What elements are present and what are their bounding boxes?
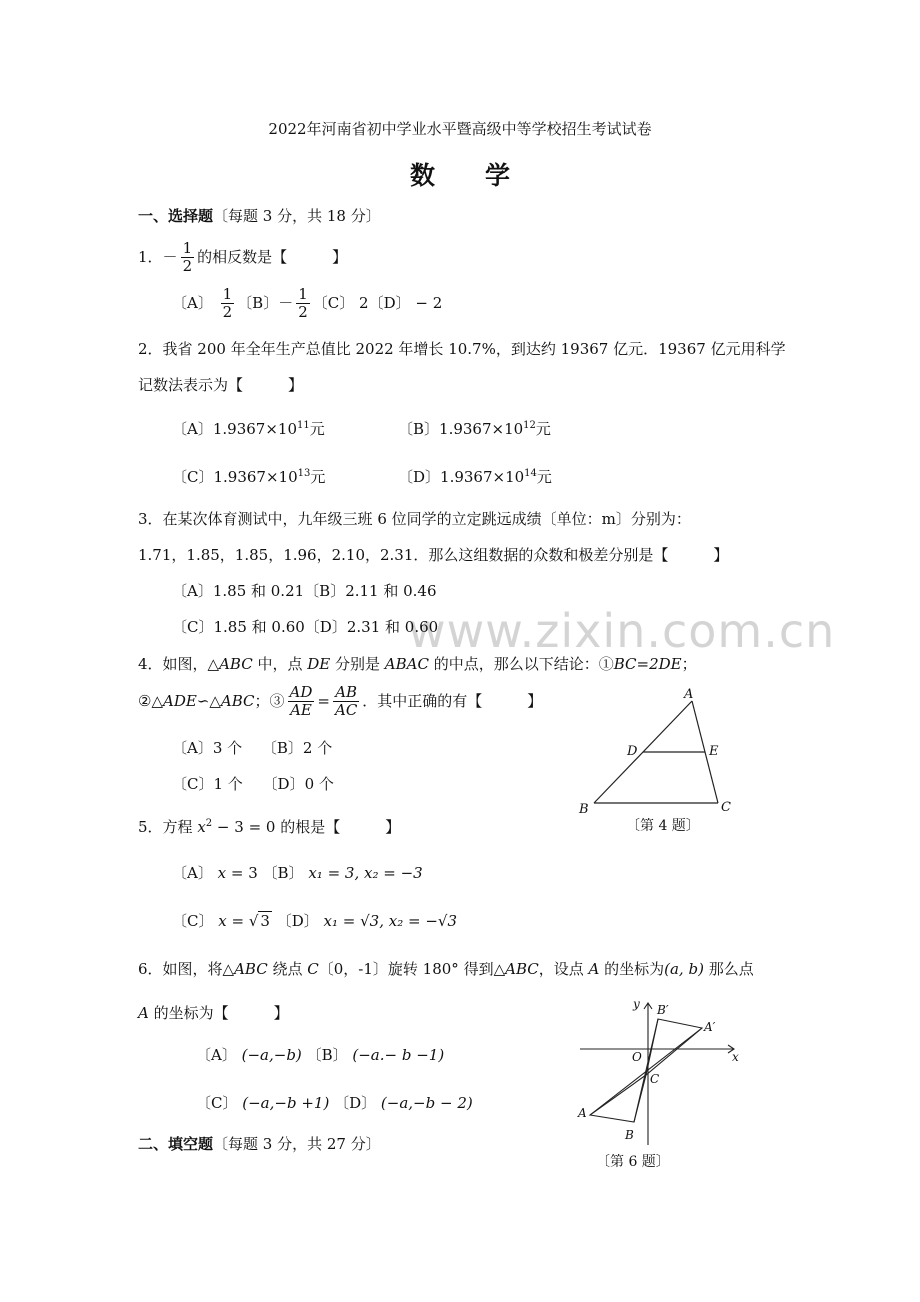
q6-label-c: C (650, 1072, 660, 1086)
subject-title: 数 学 (409, 161, 510, 190)
q4-text-3: 分别是 (330, 655, 385, 673)
q4-figure-caption: 〔第 4 题〕 (626, 818, 700, 834)
q2-option-b (398, 418, 551, 439)
q5-option-a: 〔A〕 (172, 864, 213, 882)
q4-l2-triangle-abc: ABC (220, 691, 255, 710)
q4-points-de: DE (307, 655, 331, 673)
q4-text-4: 的中点，那么以下结论：① (428, 655, 614, 673)
q4-frac2-num: AB (333, 684, 359, 702)
q6-triangle-abc-2: ABC (505, 960, 539, 978)
q6-triangle-original (590, 1075, 646, 1122)
q1-stem-text: 的相反数是【 】 (197, 247, 348, 266)
q5-option-b: 〔B〕 (262, 864, 304, 882)
q5-c-variable: x (218, 912, 227, 930)
q4-label-b: B (579, 802, 589, 817)
q2-d-exponent: 14 (524, 468, 537, 479)
q1-option-c: 〔C〕 2 (312, 293, 369, 312)
q6-l2-text: 的坐标为【 】 (148, 1004, 289, 1022)
q2-d-base: 1.9367×10 (440, 468, 525, 486)
question-5-stem (138, 816, 400, 837)
question-3-line-1: 3．在某次体育测试中，九年级三班 6 位同学的立定跳远成绩〔单位：m〕分别为： (138, 510, 691, 528)
q6-figure-caption: 〔第 6 题〕 (596, 1154, 670, 1170)
watermark: www.zixin.com.cn (408, 604, 836, 658)
q5-text-1: 5．方程 (138, 818, 198, 836)
q5-options-ab (172, 862, 423, 883)
q6-a-expression: (−a,−b) (241, 1046, 302, 1064)
q2-option-c (172, 466, 325, 487)
q4-triangle-abc: ABC (219, 655, 253, 673)
q6-b-expression: (−a.− b −1) (352, 1046, 445, 1064)
question-1-stem (138, 240, 347, 276)
q5-options-cd: 〔C〕 x = √ 3 〔D〕 x₁ = √3, x₂ = −√3 (172, 912, 458, 930)
section-1-note: 〔每题 3 分，共 18 分〕 (213, 207, 381, 225)
q6-text-3: 〔0，-1〕旋转 180° 得到△ (318, 960, 506, 978)
section-2-title: 二、填空题 (138, 1135, 214, 1153)
q1-option-d: 〔D〕 − 2 (368, 293, 443, 312)
q1-option-b: 〔B〕 (237, 293, 279, 312)
q6-label-x: x (732, 1050, 739, 1064)
q6-label-b: B (625, 1128, 634, 1142)
q5-d-expression: x₁ = √3, x₂ = −√3 (323, 912, 458, 930)
q6-text-1: 6．如图，将△ (138, 960, 235, 978)
question-2-line-1: 2．我省 200 年全年生产总值比 2022 年增长 10.7%，到达约 19367 亿元．19367 亿元用科学 (138, 340, 786, 358)
q4-options-ab: 〔A〕3 个 〔B〕2 个 (172, 739, 333, 757)
q5-b-expression: x₁ = 3, x₂ = −3 (308, 864, 423, 882)
q4-text-5: ； (681, 655, 697, 673)
q6-coordinate: (a, b) (664, 960, 704, 978)
q5-option-d: 〔D〕 (276, 912, 319, 930)
section-2-note: 〔每题 3 分，共 27 分〕 (213, 1135, 381, 1153)
q4-similar-sign: ∽△ (196, 691, 221, 710)
q4-l2-text-1: ②△ (138, 691, 163, 710)
q2-a-label: 〔A〕 (172, 420, 213, 438)
q5-a-value: = 3 (226, 864, 258, 882)
q5-variable: x (197, 818, 206, 836)
q5-exponent: 2 (205, 818, 213, 829)
q4-l2-text-3: ．其中正确的有【 】 (362, 691, 543, 710)
q4-text-1: 4．如图，△ (138, 655, 220, 673)
q6-options-ab (196, 1044, 444, 1065)
q2-b-label: 〔B〕 (398, 420, 440, 438)
q4-label-d: D (627, 744, 638, 759)
q6-figure-rotation (570, 995, 750, 1175)
q2-b-unit: 元 (535, 420, 551, 438)
q6-d-expression: (−a,−b − 2) (380, 1094, 473, 1112)
q6-label-o: O (632, 1050, 642, 1064)
q4-figure-triangle (570, 682, 740, 837)
q2-c-label: 〔C〕 (172, 468, 214, 486)
question-4-line-1 (138, 653, 697, 674)
q5-text-2: − 3 = 0 的根是【 】 (212, 818, 401, 836)
q2-c-base: 1.9367×10 (213, 468, 298, 486)
q3-options-ab: 〔A〕1.85 和 0.21〔B〕2.11 和 0.46 (172, 582, 437, 600)
q6-triangle-rotated (646, 1019, 702, 1075)
q4-frac1-num: AD (289, 683, 313, 701)
q6-label-a: A (578, 1106, 587, 1120)
q6-l2-point-a: A (138, 1004, 149, 1022)
q6-text-4: ，设点 (538, 960, 589, 978)
q5-c-radicand: 3 (260, 912, 270, 930)
q4-label-c: C (721, 800, 731, 815)
q3-options-cd: 〔C〕1.85 和 0.60〔D〕2.31 和 0.60 (172, 618, 439, 636)
section-1-heading (138, 205, 381, 226)
q4-text-2: 中，点 (252, 655, 308, 673)
q6-text-5: 的坐标为 (599, 960, 665, 978)
q2-a-exponent: 11 (296, 420, 310, 431)
q1-option-a-fraction (221, 286, 235, 322)
q1-b-frac-num: 1 (298, 285, 308, 303)
q2-option-d (398, 466, 552, 487)
q2-b-exponent: 12 (523, 420, 536, 431)
q4-label-e: E (709, 744, 719, 759)
q4-conclusion-1: BC=2DE (613, 655, 682, 673)
question-6-line-2 (138, 1002, 289, 1023)
question-2-line-2: 记数法表示为【 】 (138, 376, 304, 394)
q2-b-base: 1.9367×10 (439, 420, 524, 438)
q4-equals: = (317, 691, 330, 710)
q2-a-unit: 元 (309, 420, 325, 438)
q6-option-b: 〔B〕 (306, 1046, 348, 1064)
q6-option-a: 〔A〕 (196, 1046, 237, 1064)
q4-options-cd: 〔C〕1 个 〔D〕0 个 (172, 775, 334, 793)
q6-options-cd (196, 1092, 473, 1113)
q6-text-6: 那么点 (703, 960, 754, 978)
q5-a-variable: x (217, 864, 227, 882)
q6-option-d: 〔D〕 (334, 1094, 377, 1112)
section-1-title: 一、选择题 (138, 207, 214, 225)
q6-c-expression: (−a,−b +1) (242, 1094, 330, 1112)
q2-c-exponent: 13 (297, 468, 311, 479)
q4-fraction-1 (288, 684, 315, 720)
q6-point-a: A (588, 960, 600, 978)
q4-sides-abac: ABAC (384, 655, 429, 673)
q2-c-unit: 元 (310, 468, 326, 486)
q1-frac-num: 1 (182, 239, 193, 257)
q6-label-y: y (633, 997, 640, 1011)
q6-line-b-b-prime (634, 1019, 658, 1122)
q4-triangle-ade: ADE (162, 691, 197, 710)
section-2-heading (138, 1133, 381, 1154)
q6-text-2: 绕点 (267, 960, 308, 978)
q6-label-a-prime: A′ (704, 1020, 716, 1034)
question-3-line-2: 1.71，1.85，1.85，1.96，2.10，2.31．那么这组数据的众数和极差分别是【 】 (138, 546, 729, 564)
question-4-line-2 (138, 684, 542, 720)
q4-frac2-den: AC (334, 701, 358, 720)
q4-frac1-den: AE (290, 701, 312, 720)
q2-a-base: 1.9367×10 (212, 420, 297, 438)
exam-title: 2022年河南省初中学业水平暨高级中等学校招生考试试卷 (268, 120, 652, 138)
q6-label-b-prime: B′ (657, 1003, 669, 1017)
q4-l2-text-2: ；③ (254, 691, 285, 710)
q4-label-a: A (684, 687, 694, 702)
q1-fraction (181, 240, 195, 276)
q1-option-a: 〔A〕 (172, 293, 213, 312)
q6-point-c: C (307, 960, 319, 978)
question-6-line-1 (138, 958, 754, 979)
q1-b-frac-den: 2 (298, 303, 308, 322)
q1-number: 1． (138, 247, 163, 266)
q1-minus: － (162, 247, 178, 266)
q2-option-a (172, 418, 325, 439)
q6-line-a-a-prime (590, 1028, 702, 1115)
q2-d-unit: 元 (536, 468, 552, 486)
q4-fraction-2 (333, 684, 359, 720)
q5-option-c: 〔C〕 (172, 912, 214, 930)
q2-d-label: 〔D〕 (398, 468, 441, 486)
q6-option-c: 〔C〕 (196, 1094, 238, 1112)
q1-frac-den: 2 (182, 257, 193, 276)
q1-a-frac-num: 1 (222, 285, 233, 303)
q6-triangle-abc: ABC (234, 960, 268, 978)
q1-a-frac-den: 2 (222, 303, 233, 322)
question-1-options (172, 286, 442, 322)
q1-option-b-minus: － (278, 293, 294, 312)
q1-option-b-fraction (296, 286, 310, 322)
